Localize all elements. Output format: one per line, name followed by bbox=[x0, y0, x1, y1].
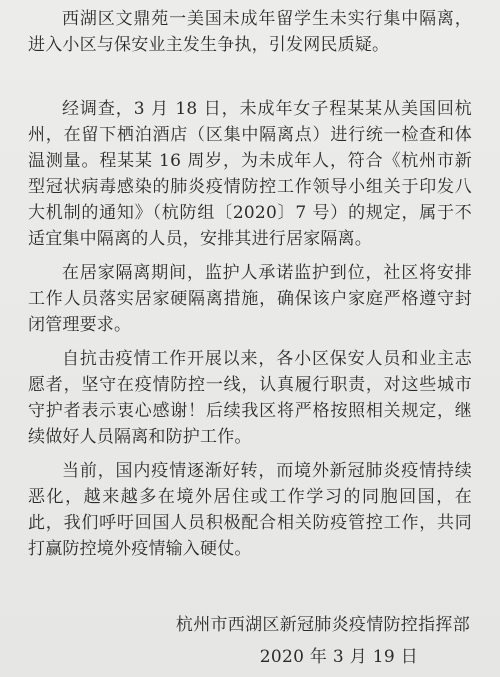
signature-block bbox=[176, 612, 470, 670]
paragraph-home-quarantine: 在居家隔离期间，监护人承诺监护到位，社区将安排工作人员落实居家硬隔离措施，确保该户家庭严格遵守封闭管理要求。 bbox=[28, 263, 472, 335]
paragraph-thanks: 自抗击疫情工作开展以来，各小区保安人员和业主志愿者，坚守在疫情防控一线，认真履行职责，对这些城市守护者表示衷心感谢！后续我区将严格按照相关规定，继续做好人员隔离和防护工作。 bbox=[28, 349, 472, 447]
paragraph-appeal: 当前，国内疫情逐渐好转，而境外新冠肺炎疫情持续恶化，越来越多在境外居住或工作学习的同胞回国，在此，我们呼吁回国人员积极配合相关防疫管控工作，共同打赢防控境外疫情输入硬仗。 bbox=[28, 461, 472, 559]
paragraph-investigation: 经调查，3 月 18 日，未成年女子程某某从美国回杭州，在留下栖泊酒店（区集中隔离点）进行统一检查和体温测量。程某某 16 周岁，为未成年人，符合《杭州市新型冠状病毒感染的肺炎疫情防控工作领导小组关于印发八大机制的通知》（杭防组〔2020〕7 号）的规定，属于不适宜集中隔离的人员，安排其进行居家隔离。 bbox=[28, 99, 472, 249]
issuer-name: 杭州市西湖区新冠肺炎疫情防控指挥部 bbox=[175, 615, 470, 635]
paragraph-intro: 西湖区文鼎苑一美国未成年留学生未实行集中隔离，进入小区与保安业主发生争执，引发网民质疑。 bbox=[28, 9, 472, 55]
issue-date: 2020 年 3 月 19 日 bbox=[259, 647, 418, 667]
